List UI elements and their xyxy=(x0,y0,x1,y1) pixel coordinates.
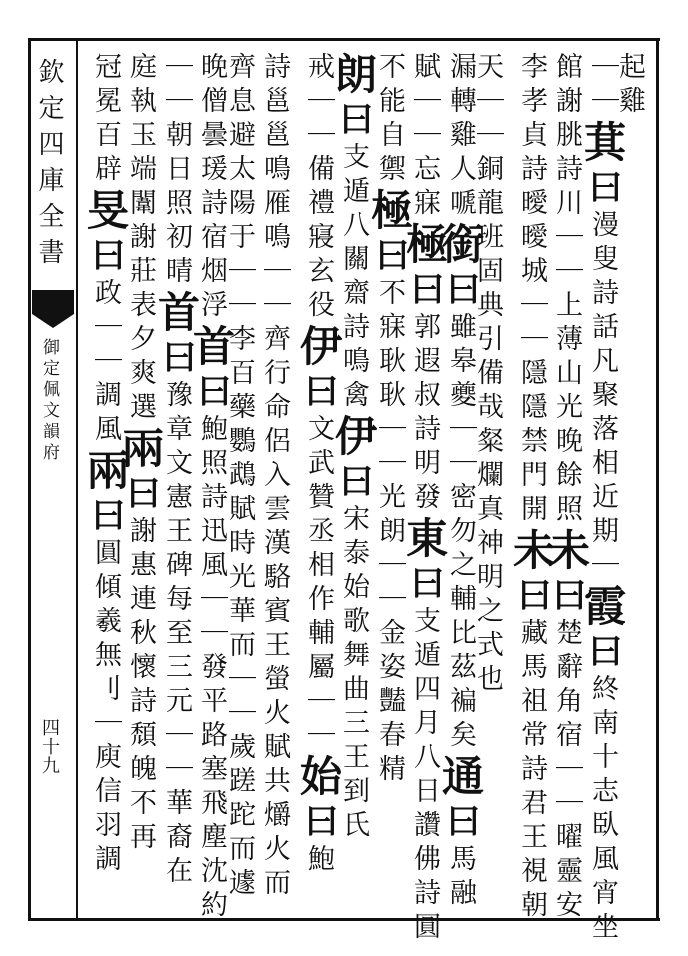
fish-tail-notch xyxy=(32,314,74,328)
headword-marker: 曰 xyxy=(298,803,338,844)
headword: 首 xyxy=(152,290,201,339)
column-text: 館謝朓詩川｜｜上薄山光晚餘照 xyxy=(551,52,582,528)
column-text: 終南十志臥風宵坐 xyxy=(587,674,618,946)
text-column xyxy=(578,52,627,946)
frame-right-border xyxy=(656,38,659,921)
headword: 未 xyxy=(507,528,556,577)
headword-marker: 曰 xyxy=(85,497,125,538)
column-text: 賦｜｜忘寐 xyxy=(409,52,440,222)
headword-marker: 曰 xyxy=(333,101,373,142)
book-subtitle: 御定佩文韻府 xyxy=(39,338,59,464)
column-text: 鮑 xyxy=(303,844,334,878)
headword: 極 xyxy=(365,188,414,237)
headword-marker: 曰 xyxy=(120,475,160,516)
headword: 旻 xyxy=(81,188,130,237)
headword-marker: 曰 xyxy=(440,803,480,844)
headword: 朗 xyxy=(329,52,378,101)
column-text: ｜｜朝日照初晴 xyxy=(161,52,192,290)
column-text: 李孝貞詩曖曖城｜｜隱隱禁門開 xyxy=(516,52,547,528)
frame-left-border xyxy=(28,38,31,921)
book-title: 欽定四庫全書 xyxy=(34,58,64,274)
column-text: 楚辭角宿｜｜曜靈安 xyxy=(551,618,582,924)
headword: 伊 xyxy=(294,324,343,373)
column-text: 詩邕邕鳴雁鳴｜｜齊行命侶入雲漢駱賓王螢火賦共爝火而 xyxy=(259,52,290,902)
headword-marker: 曰 xyxy=(85,237,125,278)
fish-tail-mark xyxy=(32,290,74,314)
text-column xyxy=(81,52,130,878)
headword: 兩 xyxy=(116,426,165,475)
headword: 銜 xyxy=(436,222,485,271)
column-text: 漫叟詩話凡聚落相近期｜ xyxy=(587,210,618,584)
column-text: 晚僧曇瑗詩宿烟浮 xyxy=(196,52,227,324)
headword-marker: 曰 xyxy=(582,169,622,210)
column-text: 文武贊丞相作輔屬｜｜ xyxy=(303,414,334,754)
column-text: 鮑照詩迅風｜｜發平路塞飛塵沈約 xyxy=(196,414,227,924)
column-text: 齊息避太陽于｜｜李百藥鸚鵡賦時光華而｜｜歲蹉跎而遽 xyxy=(224,52,255,902)
text-column xyxy=(294,52,343,878)
headword-marker: 曰 xyxy=(546,577,586,618)
headword: 首 xyxy=(187,324,236,373)
column-text: 宋泰始歌舞曲三王到氏 xyxy=(338,504,369,844)
headword-marker: 曰 xyxy=(404,565,444,606)
column-text: 起雞 xyxy=(614,52,645,120)
headword-marker: 曰 xyxy=(156,339,196,380)
headword: 始 xyxy=(294,754,343,803)
column-text: 郭遐叔詩明發 xyxy=(409,312,440,516)
headword-marker: 曰 xyxy=(191,373,231,414)
column-text: ｜｜ xyxy=(587,52,618,120)
column-text: 不能自禦 xyxy=(374,52,405,188)
column-text: 冠冕百辟 xyxy=(90,52,121,188)
text-column xyxy=(436,52,485,912)
column-text: 漏轉雞人嗁 xyxy=(445,52,476,222)
headword: 東 xyxy=(400,516,449,565)
headword: 通 xyxy=(436,754,485,803)
margin-divider xyxy=(76,38,78,921)
column-text: 戒｜｜備禮寢玄役 xyxy=(303,52,334,324)
column-text: 謝惠連秋懷詩頹魄不再 xyxy=(125,516,156,856)
column-text: 藏馬祖常詩君王視朝 xyxy=(516,618,547,924)
text-column xyxy=(261,52,288,902)
headword: 霞 xyxy=(578,584,627,633)
column-text: 馬融 xyxy=(445,844,476,912)
headword-marker: 曰 xyxy=(369,237,409,278)
column-text: 雖皋夔｜｜密勿之輔比茲褊矣 xyxy=(445,312,476,754)
column-text: 支遁四月八日讚佛詩圓 xyxy=(409,606,440,946)
frame-top-border xyxy=(28,38,660,41)
headword: 萁 xyxy=(578,120,627,169)
column-text: 政｜｜調風 xyxy=(90,278,121,448)
headword-marker: 曰 xyxy=(333,463,373,504)
headword-marker: 曰 xyxy=(582,633,622,674)
headword-marker: 曰 xyxy=(298,373,338,414)
headword: 兩 xyxy=(81,448,130,497)
column-text: 豫章文憲王碑每至三元｜｜華裔在 xyxy=(161,380,192,890)
headword-marker: 曰 xyxy=(404,271,444,312)
column-text: 天｜｜銅龍班固典引備哉粲爛真神明之式也 xyxy=(472,52,503,698)
column-text: 支遁八關齋詩鳴禽 xyxy=(338,142,369,414)
text-column xyxy=(507,52,556,924)
headword-marker: 曰 xyxy=(511,577,551,618)
headword: 極 xyxy=(400,222,449,271)
column-text: 不寐耿耿｜｜光朗｜｜金姿豔春精 xyxy=(374,278,405,788)
headword: 未 xyxy=(542,528,591,577)
page-number: 四十九 xyxy=(39,718,60,775)
column-text: 圓傾羲無刂｜庾信羽調 xyxy=(90,538,121,878)
headword: 伊 xyxy=(329,414,378,463)
column-text: 庭執玉端闈謝莊表夕爽選 xyxy=(125,52,156,426)
headword-marker: 曰 xyxy=(440,271,480,312)
